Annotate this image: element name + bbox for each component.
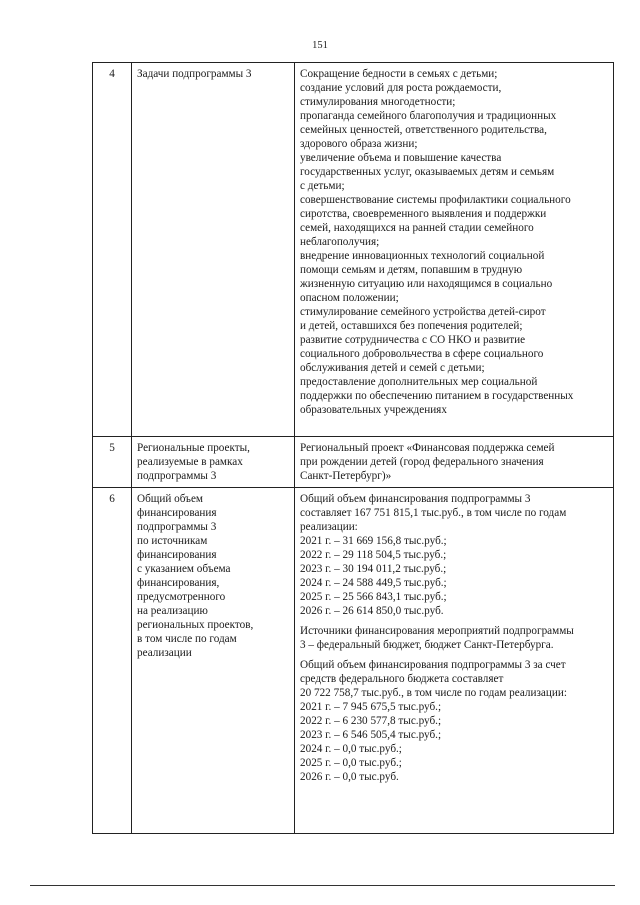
label-line: реализуемые в рамках bbox=[137, 456, 243, 468]
content-line: Общий объем финансирования подпрограммы 3 bbox=[300, 493, 531, 505]
row-label bbox=[132, 488, 295, 834]
content-line: Санкт-Петербург)» bbox=[300, 470, 392, 482]
content-line: 3 – федеральный бюджет, бюджет Санкт-Петербурга. bbox=[300, 639, 554, 651]
content-line: семейных ценностей, ответственного родительства, bbox=[300, 124, 547, 136]
label-line: Задачи подпрограммы 3 bbox=[137, 68, 252, 80]
content-line: 2023 г. – 6 546 505,4 тыс.руб.; bbox=[300, 729, 442, 741]
label-line: финансирования bbox=[137, 549, 217, 561]
content-line: Региональный проект «Финансовая поддержка семей bbox=[300, 442, 555, 454]
content-line: Источники финансирования мероприятий подпрограммы bbox=[300, 625, 574, 637]
content-line: 2023 г. – 30 194 011,2 тыс.руб.; bbox=[300, 563, 447, 575]
content-line: внедрение инновационных технологий социальной bbox=[300, 250, 545, 262]
subprogram-passport-table bbox=[92, 62, 614, 834]
content-line: обслуживания детей и семей с детьми; bbox=[300, 362, 485, 374]
content-line: развитие сотрудничества с СО НКО и развитие bbox=[300, 334, 526, 346]
row-number: 6 bbox=[93, 488, 132, 834]
label-line: предусмотренного bbox=[137, 591, 226, 603]
content-line: опасном положении; bbox=[300, 292, 399, 304]
label-line: на реализацию bbox=[137, 605, 208, 617]
content-line: образовательных учреждениях bbox=[300, 404, 447, 416]
content-line: 2021 г. – 7 945 675,5 тыс.руб.; bbox=[300, 701, 442, 713]
content-line: государственных услуг, оказываемых детям и семьям bbox=[300, 166, 555, 178]
table-row bbox=[93, 437, 614, 488]
content-line: совершенствование системы профилактики социального bbox=[300, 194, 571, 206]
label-line: в том числе по годам bbox=[137, 633, 237, 645]
content-line: и детей, оставшихся без попечения родителей; bbox=[300, 320, 523, 332]
content-line: стимулирования многодетности; bbox=[300, 96, 456, 108]
footer-rule bbox=[30, 885, 615, 886]
label-line: подпрограммы 3 bbox=[137, 521, 217, 533]
row-content bbox=[295, 488, 614, 834]
label-line: реализации bbox=[137, 647, 192, 659]
label-line: Региональные проекты, bbox=[137, 442, 250, 454]
content-line: при рождении детей (город федерального значения bbox=[300, 456, 544, 468]
row-content bbox=[295, 437, 614, 488]
row-label bbox=[132, 437, 295, 488]
content-line: с детьми; bbox=[300, 180, 345, 192]
label-line: финансирования bbox=[137, 507, 217, 519]
content-line: 20 722 758,7 тыс.руб., в том числе по годам реализации: bbox=[300, 687, 567, 699]
label-line: финансирования, bbox=[137, 577, 220, 589]
row-number: 5 bbox=[93, 437, 132, 488]
content-line: предоставление дополнительных мер социальной bbox=[300, 376, 538, 388]
content-line: социального добровольчества в сфере социального bbox=[300, 348, 544, 360]
content-line: средств федерального бюджета составляет bbox=[300, 673, 504, 685]
row-number: 4 bbox=[93, 63, 132, 437]
label-line: с указанием объема bbox=[137, 563, 231, 575]
content-line: семей, находящихся на ранней стадии семейного bbox=[300, 222, 534, 234]
content-line: 2025 г. – 0,0 тыс.руб.; bbox=[300, 757, 402, 769]
row-content bbox=[295, 63, 614, 437]
content-line: увеличение объема и повышение качества bbox=[300, 152, 502, 164]
table-row bbox=[93, 488, 614, 834]
label-line: Общий объем bbox=[137, 493, 203, 505]
content-line: 2021 г. – 31 669 156,8 тыс.руб.; bbox=[300, 535, 447, 547]
content-paragraph bbox=[300, 658, 608, 784]
content-line: стимулирование семейного устройства детей-сирот bbox=[300, 306, 546, 318]
label-line: региональных проектов, bbox=[137, 619, 254, 631]
content-paragraph bbox=[300, 67, 608, 417]
content-line: 2025 г. – 25 566 843,1 тыс.руб.; bbox=[300, 591, 447, 603]
row-label bbox=[132, 63, 295, 437]
content-line: 2024 г. – 24 588 449,5 тыс.руб.; bbox=[300, 577, 447, 589]
label-line: подпрограммы 3 bbox=[137, 470, 217, 482]
label-line: по источникам bbox=[137, 535, 208, 547]
page-number: 151 bbox=[312, 40, 328, 51]
content-line: жизненную ситуацию или находящимся в социально bbox=[300, 278, 553, 290]
content-line: здорового образа жизни; bbox=[300, 138, 418, 150]
content-line: 2026 г. – 26 614 850,0 тыс.руб. bbox=[300, 605, 444, 617]
content-line: поддержки по обеспечению питанием в государственных bbox=[300, 390, 574, 402]
content-paragraph bbox=[300, 492, 608, 618]
content-line: 2022 г. – 6 230 577,8 тыс.руб.; bbox=[300, 715, 442, 727]
content-line: пропаганда семейного благополучия и традиционных bbox=[300, 110, 557, 122]
content-paragraph bbox=[300, 441, 608, 483]
content-line: помощи семьям и детям, попавшим в трудную bbox=[300, 264, 523, 276]
content-line: сиротства, своевременного выявления и поддержки bbox=[300, 208, 547, 220]
content-line: Сокращение бедности в семьях с детьми; bbox=[300, 68, 498, 80]
content-line: составляет 167 751 815,1 тыс.руб., в том числе по годам bbox=[300, 507, 567, 519]
content-line: Общий объем финансирования подпрограммы 3 за счет bbox=[300, 659, 566, 671]
content-line: 2022 г. – 29 118 504,5 тыс.руб.; bbox=[300, 549, 447, 561]
content-line: неблагополучия; bbox=[300, 236, 380, 248]
content-line: реализации: bbox=[300, 521, 358, 533]
content-paragraph bbox=[300, 624, 608, 652]
content-line: 2026 г. – 0,0 тыс.руб. bbox=[300, 771, 399, 783]
table-row bbox=[93, 63, 614, 437]
content-line: 2024 г. – 0,0 тыс.руб.; bbox=[300, 743, 402, 755]
content-line: создание условий для роста рождаемости, bbox=[300, 82, 502, 94]
